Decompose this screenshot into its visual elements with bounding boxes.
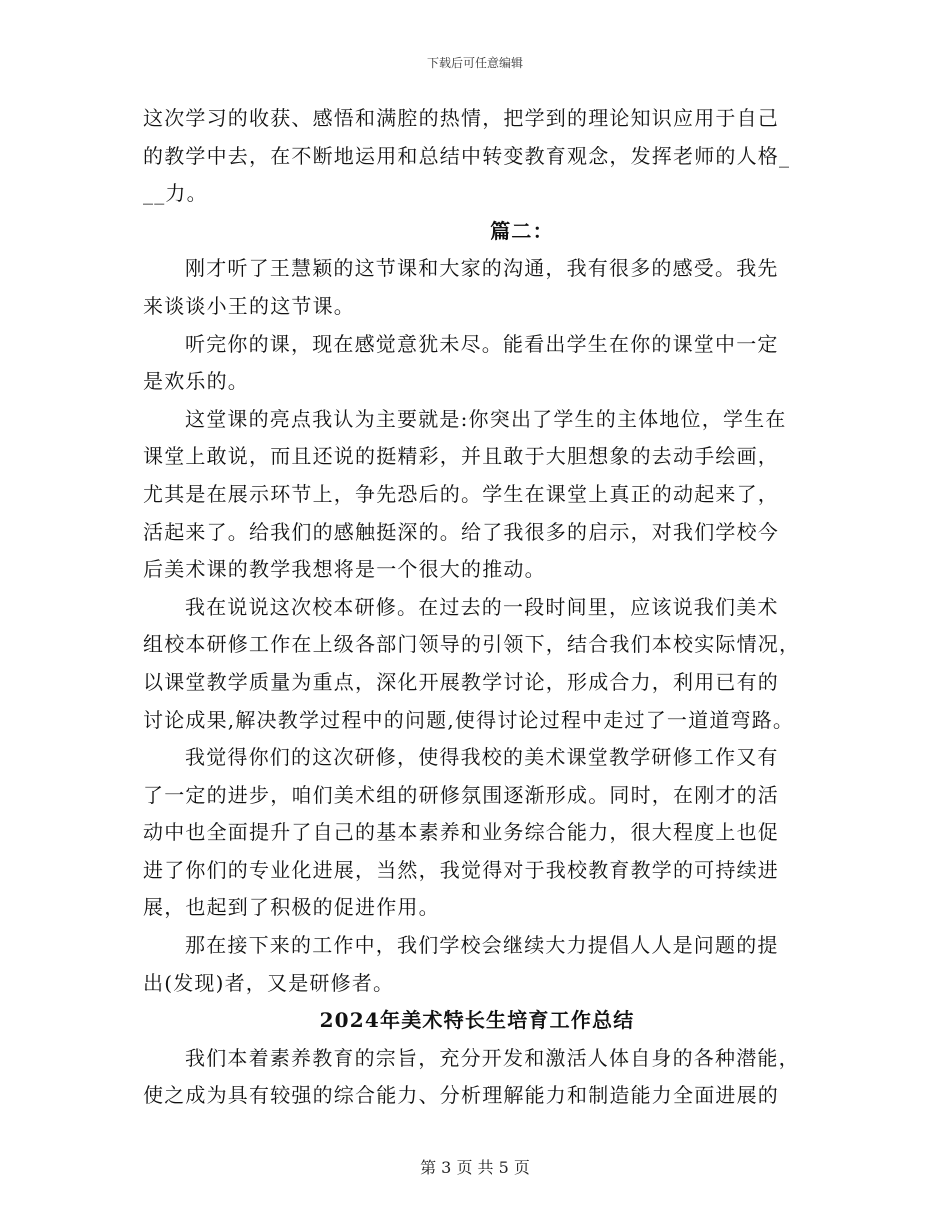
body-line: 了一定的进步，咱们美术组的研修氛围逐渐形成。同时，在刚才的活 [143, 782, 779, 807]
body-line: 进了你们的专业化进展，当然，我觉得对于我校教育教学的可持续进 [143, 857, 779, 882]
paragraph-start-line: 我们本着素养教育的宗旨，充分开发和激活人体自身的各种潜能， [185, 1045, 800, 1070]
body-line: 尤其是在展示环节上，争先恐后的。学生在课堂上真正的动起来了， [143, 481, 779, 506]
body-line: 使之成为具有较强的综合能力、分析理解能力和制造能力全面进展的 [143, 1083, 779, 1108]
section-heading-part-two: 篇二： [490, 218, 554, 243]
page-header-note: 下载后可任意编辑 [426, 56, 523, 70]
body-line: 以课堂教学质量为重点，深化开展教学讨论，形成合力，利用已有的 [143, 669, 779, 694]
paragraph-start-line: 听完你的课，现在感觉意犹未尽。能看出学生在你的课堂中一定 [185, 331, 779, 356]
body-line: __力。 [143, 181, 208, 206]
body-line: 后美术课的教学我想将是一个很大的推动。 [143, 557, 546, 582]
paragraph-start-line: 那在接下来的工作中，我们学校会继续大力提倡人人是问题的提 [185, 933, 779, 958]
body-line: 课堂上敢说，而且还说的挺精彩，并且敢于大胆想象的去动手绘画， [143, 444, 779, 469]
body-line: 讨论成果,解决教学过程中的问题,使得讨论过程中走过了一道道弯路。 [143, 707, 795, 732]
paragraph-start-line: 刚才听了王慧颖的这节课和大家的沟通，我有很多的感受。我先 [185, 256, 779, 281]
paragraph-start-line: 我觉得你们的这次研修，使得我校的美术课堂教学研修工作又有 [185, 745, 779, 770]
body-line: 来谈谈小王的这节课。 [143, 293, 355, 318]
body-line: 是欢乐的。 [143, 369, 249, 394]
document-title-heading: 2024年美术特长生培育工作总结 [319, 1008, 635, 1033]
body-line: 的教学中去，在不断地运用和总结中转变教育观念，发挥老师的人格_ [143, 143, 791, 168]
page-number-footer: 第 3 页 共 5 页 [420, 1158, 530, 1177]
body-line: 出(发现)者，又是研修者。 [143, 970, 395, 995]
paragraph-start-line: 这堂课的亮点我认为主要就是:你突出了学生的主体地位，学生在 [185, 406, 787, 431]
body-line: 组校本研修工作在上级各部门领导的引领下，结合我们本校实际情况， [143, 632, 801, 657]
paragraph-start-line: 我在说说这次校本研修。在过去的一段时间里，应该说我们美术 [185, 594, 779, 619]
body-line: 动中也全面提升了自己的基本素养和业务综合能力，很大程度上也促 [143, 820, 779, 845]
body-line: 活起来了。给我们的感触挺深的。给了我很多的启示，对我们学校今 [143, 519, 779, 544]
document-body [143, 100, 811, 1115]
body-line: 展，也起到了积极的促进作用。 [143, 895, 440, 920]
body-line: 这次学习的收获、感悟和满腔的热情，把学到的理论知识应用于自己 [143, 106, 779, 130]
